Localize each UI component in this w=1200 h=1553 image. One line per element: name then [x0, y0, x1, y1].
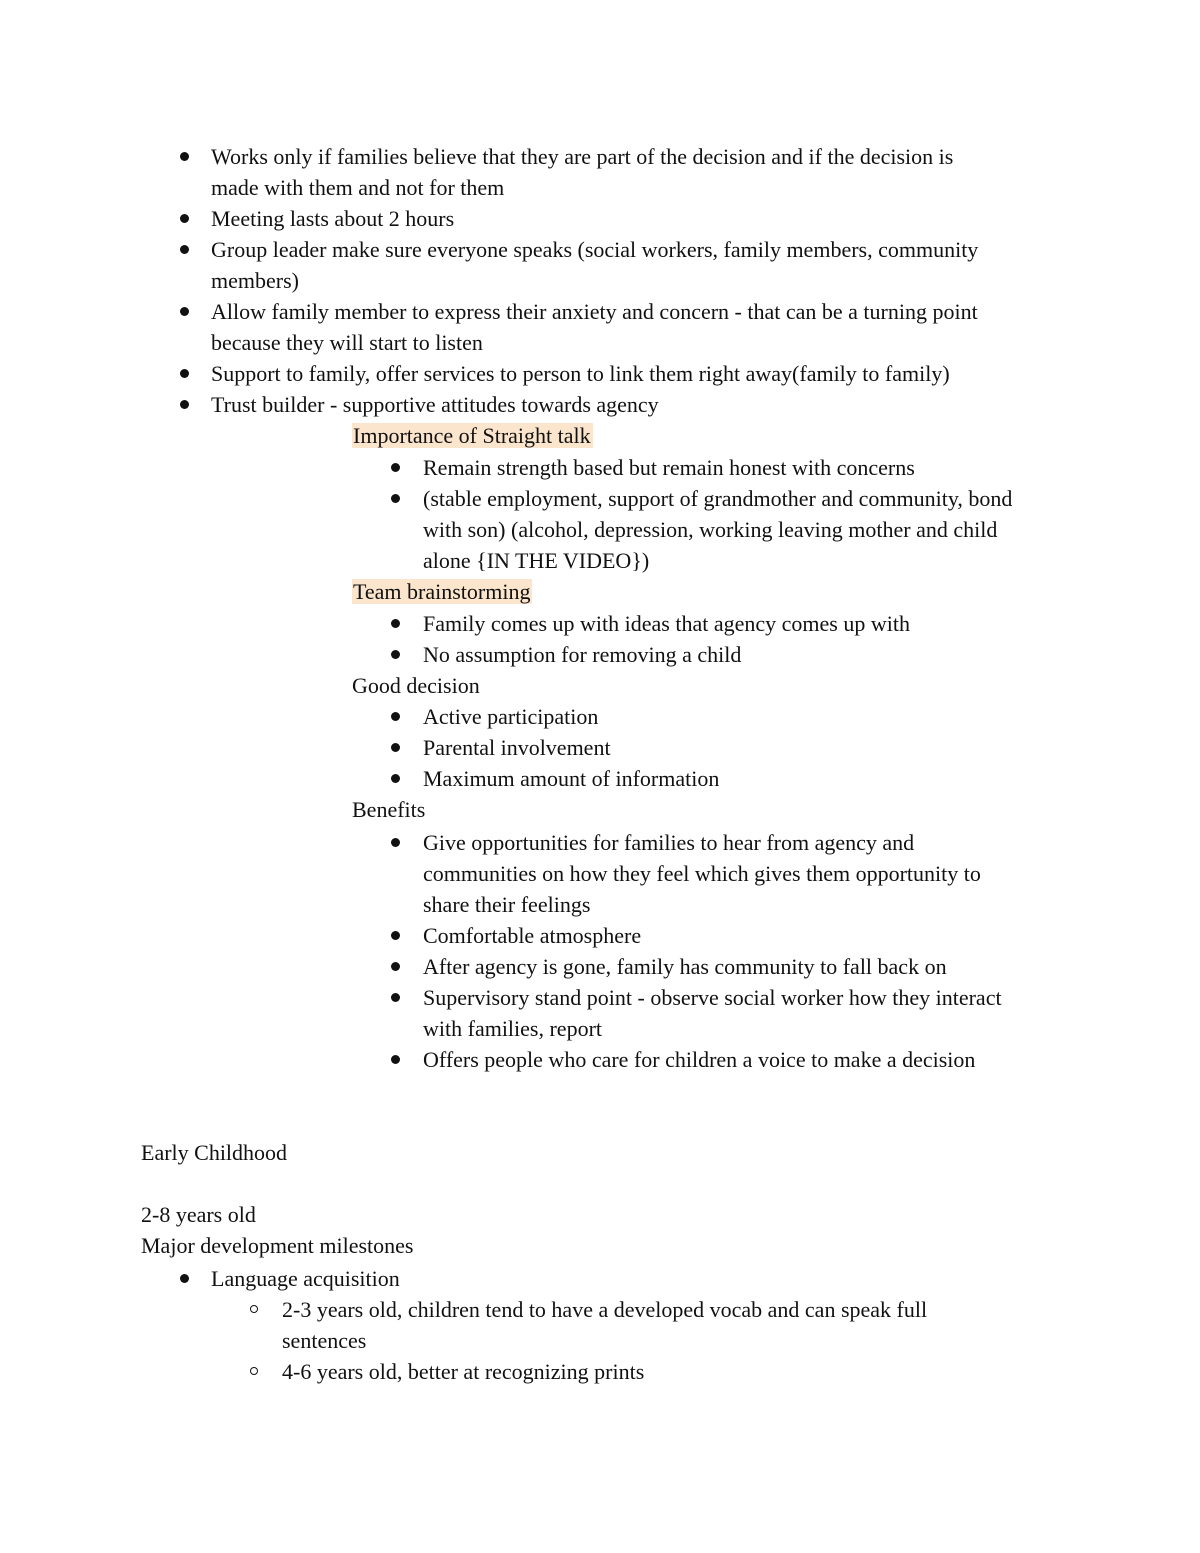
list-item-text: After agency is gone, family has community to fall back on — [423, 954, 947, 979]
bullet-icon — [391, 774, 400, 783]
bullet-icon — [391, 494, 400, 503]
bullet-icon — [391, 743, 400, 752]
list-item-text: Remain strength based but remain honest with concerns — [423, 455, 915, 480]
section-heading: Benefits — [352, 797, 426, 822]
section-heading — [352, 420, 593, 451]
bullet-icon — [180, 307, 189, 316]
list-item-text: share their feelings — [423, 892, 591, 917]
bullet-icon — [180, 400, 189, 409]
list-item-text: because they will start to listen — [211, 330, 483, 355]
bullet-icon — [180, 152, 189, 161]
list-item-text: Support to family, offer services to person to link them right away(family to family) — [211, 361, 950, 386]
bullet-icon — [391, 1055, 400, 1064]
highlighted-heading: Team brainstorming — [353, 579, 531, 604]
list-item-text: Give opportunities for families to hear from agency and — [423, 830, 915, 855]
section-title: Early Childhood — [141, 1140, 288, 1165]
list-item-text: No assumption for removing a child — [423, 642, 742, 667]
bullet-icon — [391, 712, 400, 721]
list-item-text: Parental involvement — [423, 735, 611, 760]
list-item-text: Allow family member to express their anxiety and concern - that can be a turning point — [211, 299, 978, 324]
hollow-bullet-icon — [250, 1367, 258, 1375]
bullet-icon — [180, 1274, 189, 1283]
list-item-text: members) — [211, 268, 299, 293]
milestones-heading: Major development milestones — [141, 1233, 414, 1258]
bullet-icon — [391, 650, 400, 659]
bullet-icon — [180, 214, 189, 223]
age-range-text: 2-8 years old — [141, 1202, 256, 1227]
list-item-text: Active participation — [423, 704, 599, 729]
bullet-icon — [391, 962, 400, 971]
bullet-icon — [391, 463, 400, 472]
list-item-text: Works only if families believe that they are part of the decision and if the decision is — [211, 144, 954, 169]
section-heading — [352, 576, 532, 607]
list-item-text: Language acquisition — [211, 1266, 400, 1291]
list-item-text: Offers people who care for children a voice to make a decision — [423, 1047, 976, 1072]
bullet-icon — [391, 993, 400, 1002]
list-item-text: Meeting lasts about 2 hours — [211, 206, 455, 231]
list-item-text: with families, report — [423, 1016, 603, 1041]
list-item-text: alone {IN THE VIDEO}) — [423, 548, 650, 573]
highlighted-heading: Importance of Straight talk — [353, 423, 591, 448]
list-item-text: (stable employment, support of grandmother and community, bond — [423, 486, 1013, 511]
bullet-icon — [391, 931, 400, 940]
bullet-icon — [391, 838, 400, 847]
section-heading: Good decision — [352, 673, 480, 698]
list-item-text: Supervisory stand point - observe social worker how they interact — [423, 985, 1002, 1010]
list-item-text: made with them and not for them — [211, 175, 505, 200]
bullet-icon — [180, 245, 189, 254]
list-item-text: Comfortable atmosphere — [423, 923, 642, 948]
bullet-icon — [391, 619, 400, 628]
list-item-text: 4-6 years old, better at recognizing prints — [282, 1359, 645, 1384]
list-item-text: with son) (alcohol, depression, working leaving mother and child — [423, 517, 998, 542]
bullet-icon — [180, 369, 189, 378]
list-item-text: Maximum amount of information — [423, 766, 720, 791]
list-item-text: 2-3 years old, children tend to have a developed vocab and can speak full — [282, 1297, 928, 1322]
list-item-text: Group leader make sure everyone speaks (social workers, family members, community — [211, 237, 979, 262]
list-item-text: sentences — [282, 1328, 367, 1353]
list-item-text: communities on how they feel which gives them opportunity to — [423, 861, 981, 886]
hollow-bullet-icon — [250, 1305, 258, 1313]
list-item-text: Family comes up with ideas that agency comes up with — [423, 611, 910, 636]
list-item-text: Trust builder - supportive attitudes towards agency — [211, 392, 659, 417]
